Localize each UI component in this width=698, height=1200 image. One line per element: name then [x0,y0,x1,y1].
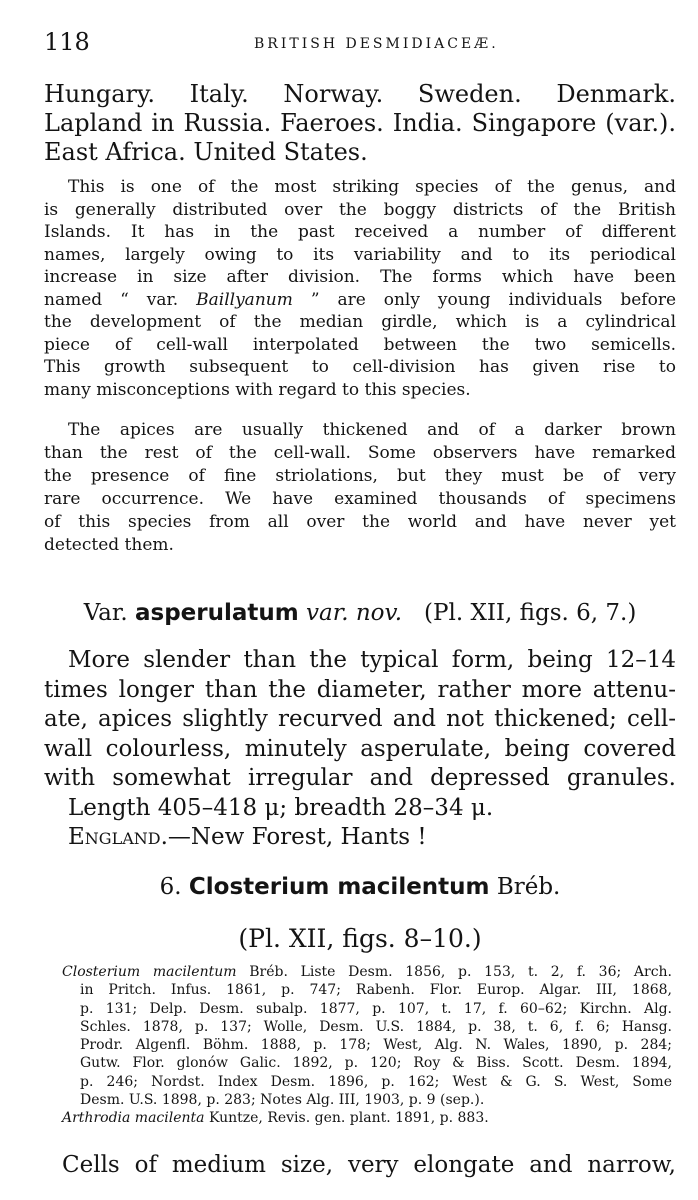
distribution-line: East Africa. United States. [44,138,368,166]
description-line: More slender than the typical form, being 12–14 [68,647,676,673]
synonymy-line [62,963,672,981]
paragraph-line: names, largely owing to its variability and to its periodical [44,244,676,265]
distribution-line: Lapland in Russia. Faeroes. India. Singapore (var.). [44,109,676,137]
synonymy-line: p. 246; Nordst. Index Desm. 1896, p. 162; West & G. S. West, Some [80,1073,672,1090]
description-line: Cells of medium size, very elongate and narrow, [62,1152,676,1178]
discussion-paragraph [44,176,676,401]
synonymy-line [62,1109,672,1127]
paragraph-line: increase in size after division. The forms which have been [44,267,676,287]
species-author: Bréb. [496,874,561,900]
page-number: 118 [44,28,90,56]
variety-heading [44,598,676,628]
paragraph-line: This is one of the most striking species of the genus, and [68,177,676,197]
paragraph-line: than the rest of the cell-wall. Some observers have remarked [44,443,676,463]
description-line: times longer than the diameter, rather more attenu- [44,676,676,703]
description-line: ate, apices slightly recurved and not thickened; cell- [44,706,676,732]
variety-status: var. nov. [306,600,403,626]
paragraph-line: many misconceptions with regard to this species. [44,379,471,400]
synonym-name: Closterium macilentum [62,964,237,980]
locality [44,823,676,853]
species-plate-reference [44,924,676,954]
synonymy-line: in Pritch. Infus. 1861, p. 747; Rabenh. Flor. Europ. Algar. III, 1868, [80,982,672,999]
synonym-name: Arthrodia macilenta [62,1110,205,1127]
species-name: Closterium macilentum [188,874,490,900]
paragraph-line: detected them. [44,535,174,555]
synonymy-line: Desm. U.S. 1898, p. 283; Notes Alg. III, 1903, p. 9 (sep.). [80,1092,485,1109]
paragraph-line: piece of cell-wall interpolated between the two semicells. [44,334,676,355]
distribution-line: Hungary. Italy. Norway. Sweden. Denmark. [44,80,676,108]
synonym-citations: Kuntze, Revis. gen. plant. 1891, p. 883. [204,1110,489,1127]
locality-country: England [68,824,161,850]
variety-name-italic: Baillyanum [196,289,293,310]
description-line: with somewhat irregular and depressed granules. [44,765,676,791]
synonym-citations: Bréb. Liste Desm. 1856, p. 153, t. 2, f. 36; Arch. [236,964,672,980]
variety-prefix: Var. [83,600,128,626]
paragraph-line: is generally distributed over the boggy districts of the British [44,199,676,220]
variety-name: asperulatum [135,600,299,626]
running-header [44,28,676,58]
paragraph-line: the presence of fine striolations, but they must be of very [44,466,676,486]
variety-plate-reference: (Pl. XII, figs. 6, 7.) [424,600,637,626]
synonymy-line: Gutw. Flor. glonów Galic. 1892, p. 120; Roy & Biss. Scott. Desm. 1894, [80,1055,672,1072]
synonymy-line: p. 131; Delp. Desm. subalp. 1877, p. 107, t. 17, f. 60–62; Kirchn. Alg. [80,1000,672,1017]
text-run: ” are only young individuals before [310,289,677,310]
synonymy-block [62,963,672,1128]
paragraph-line [44,289,676,312]
paragraph-line: of this species from all over the world and have never yet [44,512,676,532]
text-run: named “ var. [44,289,179,310]
species-number: 6. [159,874,182,900]
running-title: BRITISH DESMIDIACEÆ. [254,36,499,52]
species-description [44,1150,676,1180]
synonymy-line: Prodr. Algenfl. Böhm. 1888, p. 178; West, Alg. N. Wales, 1890, p. 284; [80,1037,672,1054]
synonymy-line: Schles. 1878, p. 137; Wolle, Desm. U.S. 1884, p. 38, t. 6, f. 6; Hansg. [80,1018,672,1035]
description-line: wall colourless, minutely asperulate, being covered [44,735,676,762]
measurements: Length 405–418 μ; breadth 28–34 μ. [68,794,494,821]
paragraph-line: the development of the median girdle, which is a cylindrical [44,312,676,332]
distribution-list [44,80,676,167]
variety-description [44,646,676,853]
plate-reference: (Pl. XII, figs. 8–10.) [238,924,482,953]
paragraph-line: This growth subsequent to cell-division has given rise to [44,357,676,377]
locality-place: .—New Forest, Hants ! [160,824,427,850]
apices-paragraph [44,419,676,557]
species-heading [44,872,676,902]
paragraph-line: The apices are usually thickened and of a darker brown [68,420,676,440]
paragraph-line: rare occurrence. We have examined thousands of specimens [44,489,676,509]
paragraph-line: Islands. It has in the past received a number of different [44,222,676,242]
